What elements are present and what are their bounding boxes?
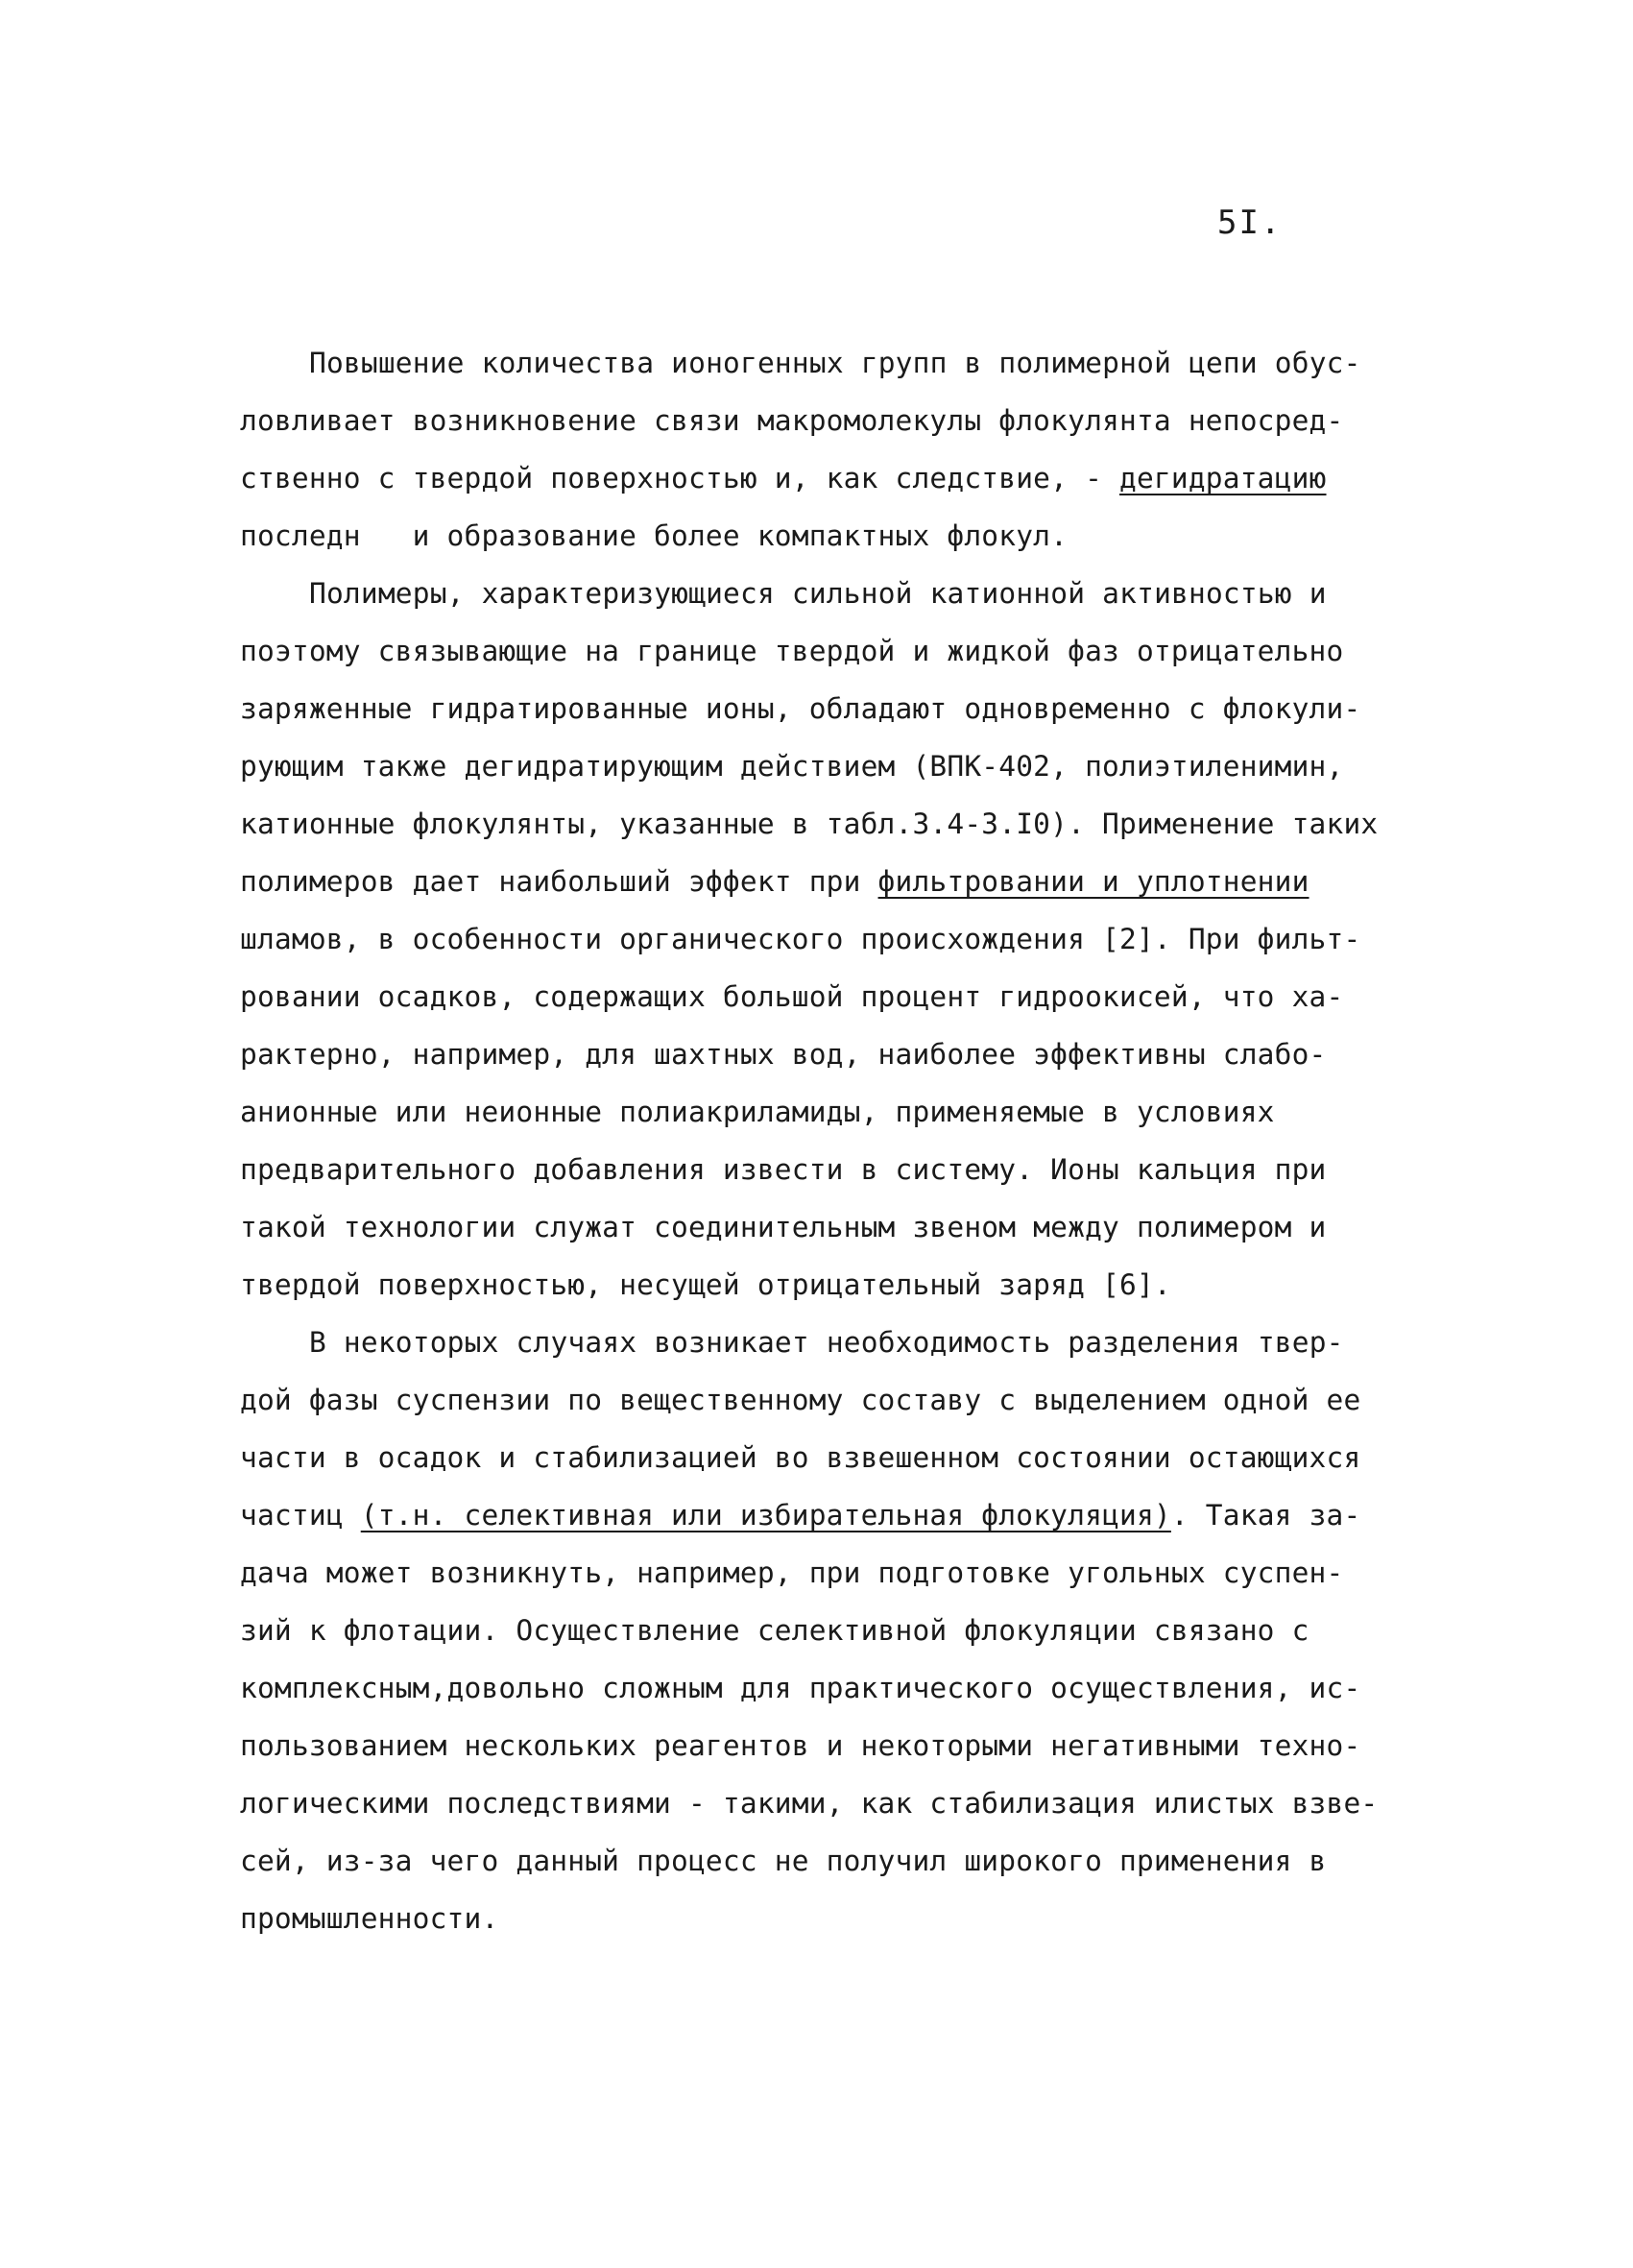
text-line bbox=[240, 1890, 1430, 1947]
text-segment: Полимеры, характеризующиеся сильной катионной активностью и bbox=[309, 577, 1327, 610]
page-number: 5I. bbox=[1217, 204, 1283, 242]
text-segment: дой фазы суспензии по вещественному составу с выделением одной ее bbox=[240, 1384, 1361, 1416]
text-line bbox=[240, 1774, 1430, 1832]
text-segment: предварительного добавления извести в систему. Ионы кальция при bbox=[240, 1153, 1327, 1186]
text-segment: комплексным,довольно сложным для практического осуществления, ис- bbox=[240, 1672, 1361, 1704]
text-line bbox=[240, 1832, 1430, 1890]
text-line bbox=[240, 1659, 1430, 1717]
text-line bbox=[240, 1256, 1430, 1314]
text-segment: рактерно, например, для шахтных вод, наиболее эффективны слабо- bbox=[240, 1038, 1327, 1071]
text-line bbox=[240, 1717, 1430, 1774]
text-line bbox=[240, 795, 1430, 853]
text-segment: заряженные гидратированные ионы, обладают одновременно с флокули- bbox=[240, 692, 1361, 725]
text-segment: ловливает возникновение связи макромолекулы флокулянта непосред- bbox=[240, 404, 1344, 437]
text-segment: логическими последствиями - такими, как стабилизация илистых взве- bbox=[240, 1787, 1379, 1820]
text-line bbox=[240, 1198, 1430, 1256]
text-line bbox=[240, 1025, 1430, 1083]
text-segment: пользованием нескольких реагентов и некоторыми негативными техно- bbox=[240, 1729, 1361, 1762]
text-line bbox=[240, 680, 1430, 737]
text-segment: поэтому связывающие на границе твердой и жидкой фаз отрицательно bbox=[240, 635, 1344, 667]
text-line bbox=[240, 1083, 1430, 1141]
text-line bbox=[240, 1602, 1430, 1659]
text-line bbox=[240, 1544, 1430, 1602]
text-segment: . Такая за- bbox=[1170, 1499, 1361, 1532]
text-line bbox=[240, 1429, 1430, 1486]
text-segment: промышленности. bbox=[240, 1902, 499, 1935]
underlined-text: (т.н. селективная или избирательная флокуляция) bbox=[360, 1499, 1171, 1532]
body-text bbox=[240, 334, 1430, 1947]
text-segment: полимеров дает наибольший эффект при bbox=[240, 865, 878, 898]
text-line bbox=[240, 1314, 1430, 1371]
text-segment: Повышение количества ионогенных групп в полимерной цепи обус- bbox=[309, 347, 1361, 379]
underlined-text: дегидратацию bbox=[1119, 462, 1327, 495]
text-segment: части в осадок и стабилизацией во взвешенном состоянии остающихся bbox=[240, 1441, 1361, 1474]
text-segment: рующим также дегидратирующим действием (ВПК-402, полиэтиленимин, bbox=[240, 750, 1344, 783]
text-line bbox=[240, 1371, 1430, 1429]
text-line bbox=[240, 392, 1430, 449]
text-segment: дача может возникнуть, например, при подготовке угольных суспен- bbox=[240, 1556, 1344, 1589]
text-segment: зий к флотации. Осуществление селективной флокуляции связано с bbox=[240, 1614, 1309, 1647]
text-line bbox=[240, 507, 1430, 565]
text-line bbox=[240, 910, 1430, 968]
text-segment: анионные или неионные полиакриламиды, применяемые в условиях bbox=[240, 1096, 1275, 1128]
text-line bbox=[240, 737, 1430, 795]
text-line bbox=[240, 565, 1430, 622]
text-segment: ровании осадков, содержащих большой процент гидроокисей, что ха- bbox=[240, 980, 1344, 1013]
text-segment: такой технологии служат соединительным звеном между полимером и bbox=[240, 1211, 1327, 1243]
text-segment: В некоторых случаях возникает необходимость разделения твер- bbox=[309, 1326, 1344, 1359]
text-segment: частиц bbox=[240, 1499, 361, 1532]
text-line bbox=[240, 853, 1430, 910]
text-segment: шламов, в особенности органического происхождения [2]. При фильт- bbox=[240, 923, 1361, 955]
text-line bbox=[240, 1141, 1430, 1198]
text-line bbox=[240, 968, 1430, 1025]
text-segment: сей, из-за чего данный процесс не получил широкого применения в bbox=[240, 1845, 1327, 1877]
text-segment: твердой поверхностью, несущей отрицательный заряд [6]. bbox=[240, 1268, 1171, 1301]
text-segment: ственно с твердой поверхностью и, как следствие, - bbox=[240, 462, 1119, 495]
text-line bbox=[240, 449, 1430, 507]
text-segment: последн и образование более компактных флокул. bbox=[240, 519, 1069, 552]
text-segment: катионные флокулянты, указанные в табл.3.4-3.I0). Применение таких bbox=[240, 808, 1379, 840]
text-line bbox=[240, 334, 1430, 392]
underlined-text: фильтровании и уплотнении bbox=[877, 865, 1309, 898]
text-line bbox=[240, 1486, 1430, 1544]
text-line bbox=[240, 622, 1430, 680]
